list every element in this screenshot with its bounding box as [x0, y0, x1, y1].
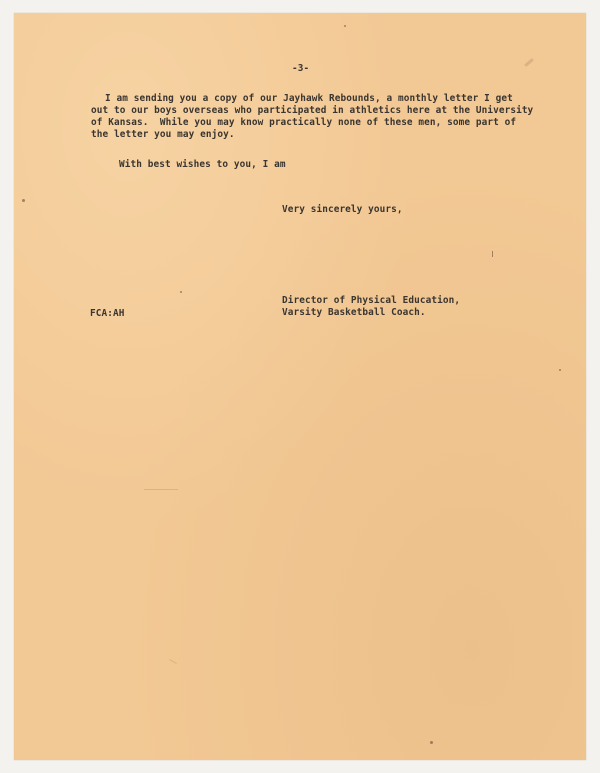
- signoff: Very sincerely yours,: [282, 204, 403, 215]
- paper-smudge: [169, 659, 176, 664]
- paper-speck: [344, 25, 346, 27]
- paper-speck: [22, 199, 25, 202]
- paper-smudge: [524, 58, 534, 67]
- body-line: the letter you may enjoy.: [91, 129, 235, 140]
- body-line: out to our boys overseas who participated in athletics here at the University: [91, 105, 534, 116]
- body-line: I am sending you a copy of our Jayhawk Rebounds, a monthly letter I get: [105, 93, 513, 104]
- signature-title: Varsity Basketball Coach.: [282, 307, 426, 318]
- closing-line: With best wishes to you, I am: [119, 159, 286, 170]
- signature-block: [282, 295, 460, 319]
- body-paragraph: [91, 93, 534, 141]
- paper-speck: [492, 251, 493, 257]
- signature-title: Director of Physical Education,: [282, 295, 461, 306]
- letter-page: [14, 13, 586, 760]
- reference-initials: FCA:AH: [90, 308, 125, 319]
- paper-speck: [180, 291, 182, 293]
- body-line: of Kansas. While you may know practically none of these men, some part of: [91, 117, 517, 128]
- paper-speck: [559, 369, 561, 371]
- paper-speck: [430, 741, 433, 744]
- page-number: -3-: [292, 63, 310, 74]
- paper-smudge: [144, 489, 178, 490]
